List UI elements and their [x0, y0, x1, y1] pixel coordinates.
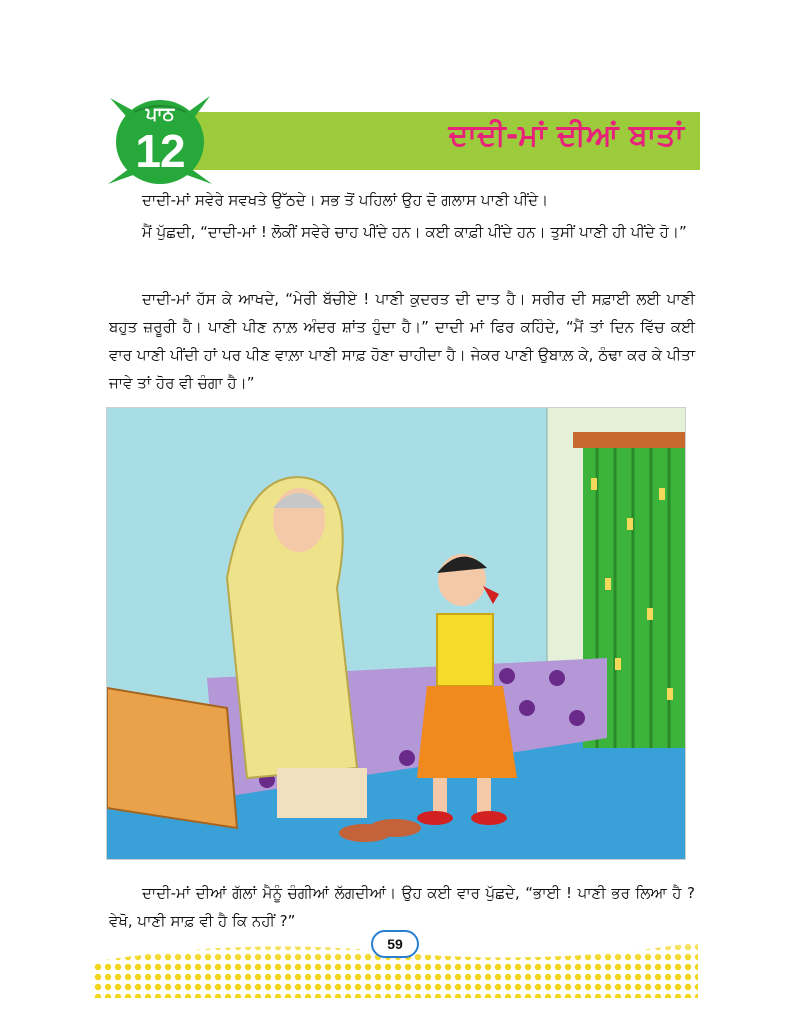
page-number: 59	[371, 930, 419, 958]
chapter-word: ਪਾਠ	[145, 104, 175, 125]
story-illustration	[106, 407, 686, 860]
chapter-badge	[104, 92, 216, 188]
paragraph-2: ਮੈਂ ਪੁੱਛਦੀ, “ਦਾਦੀ-ਮਾਂ ! ਲੋਕੀਂ ਸਵੇਰੇ ਚਾਹ ਪੀਂਦੇ ਹਨ। ਕਈ ਕਾਫ਼ੀ ਪੀਂਦੇ ਹਨ। ਤੁਸੀਂ ਪਾਣੀ ਹੀ ਪੀਂਦੇ ਹੋ।”	[142, 223, 687, 241]
paragraph-3: ਦਾਦੀ-ਮਾਂ ਹੱਸ ਕੇ ਆਖਦੇ, “ਮੇਰੀ ਬੱਚੀਏ ! ਪਾਣੀ ਕੁਦਰਤ ਦੀ ਦਾਤ ਹੈ। ਸਰੀਰ ਦੀ ਸਫ਼ਾਈ ਲਈ ਪਾਣੀ ਬਹੁਤ ਜ਼ਰੂਰੀ ਹੈ। ਪਾਣੀ ਪੀਣ ਨਾਲ਼ ਅੰਦਰ ਸ਼ਾਂਤ ਹੁੰਦਾ ਹੈ।” ਦਾਦੀ ਮਾਂ ਫਿਰ ਕਹਿੰਦੇ, “ਮੈਂ ਤਾਂ ਦਿਨ ਵਿੱਚ ਕਈ ਵਾਰ ਪਾਣੀ ਪੀਂਦੀ ਹਾਂ ਪਰ ਪੀਣ ਵਾਲ਼ਾ ਪਾਣੀ ਸਾਫ਼ ਹੋਣਾ ਚਾਹੀਦਾ ਹੈ। ਜੇਕਰ ਪਾਣੀ ਉਬਾਲ਼ ਕੇ, ਠੰਢਾ ਕਰ ਕੇ ਪੀਤਾ ਜਾਵੇ ਤਾਂ ਹੋਰ ਵੀ ਚੰਗਾ ਹੈ।”	[109, 290, 695, 392]
chapter-number: 12	[135, 125, 185, 177]
grandmother-and-girl-illustration	[107, 408, 686, 860]
paragraph-4: ਦਾਦੀ-ਮਾਂ ਦੀਆਂ ਗੱਲਾਂ ਮੈਨੂੰ ਚੰਗੀਆਂ ਲੱਗਦੀਆਂ। ਉਹ ਕਈ ਵਾਰ ਪੁੱਛਦੇ, “ਭਾਈ ! ਪਾਣੀ ਭਰ ਲਿਆ ਹੈ ? ਵੇਖੋ, ਪਾਣੀ ਸਾਫ਼ ਵੀ ਹੈ ਕਿ ਨਹੀਂ ?”	[109, 884, 695, 930]
chapter-header-band	[170, 112, 700, 170]
paragraph-1: ਦਾਦੀ-ਮਾਂ ਸਵੇਰੇ ਸਵਖਤੇ ਉੱਠਦੇ। ਸਭ ਤੋਂ ਪਹਿਲਾਂ ਉਹ ਦੋ ਗਲਾਸ ਪਾਣੀ ਪੀਂਦੇ।	[142, 191, 549, 209]
chapter-title: ਦਾਦੀ-ਮਾਂ ਦੀਆਂ ਬਾਤਾਂ	[448, 118, 684, 153]
